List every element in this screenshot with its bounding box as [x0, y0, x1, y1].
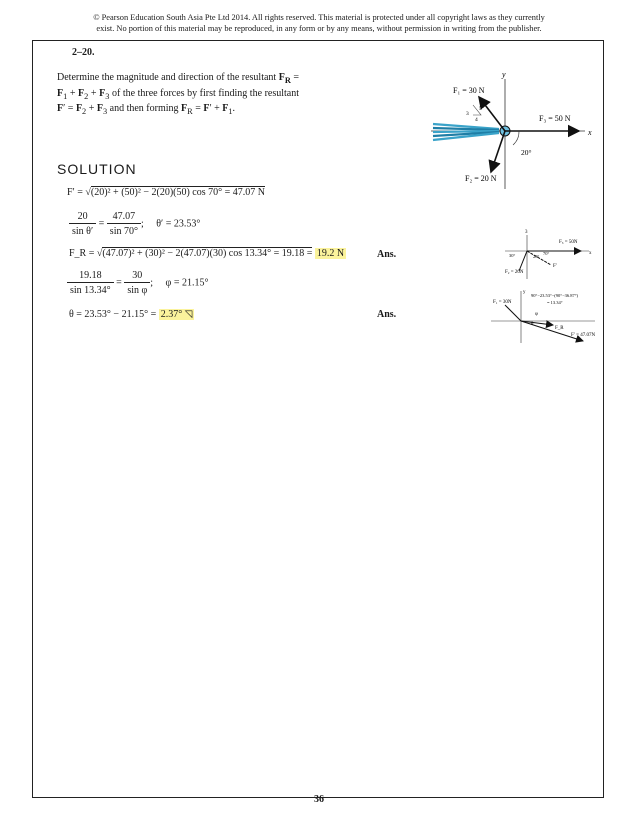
fr-symbol: $F_R$ [278, 72, 291, 85]
equation-phi: $\frac{19.18}{\sin 13.34^\circ}$ = $\frac{30}{\text{sin φ}}$ ; φ = 21.15° [67, 270, 208, 296]
solution-heading: SOLUTION [57, 161, 137, 177]
problem-text-line-2: of the three forces by first finding the [111, 87, 263, 99]
force-diagram [429, 69, 599, 195]
angle-arc [513, 131, 519, 145]
svg-text:F′: F′ [553, 264, 557, 269]
svg-text:φ: φ [535, 312, 538, 317]
svg-text:20°: 20° [533, 254, 540, 259]
svg-text:3: 3 [525, 230, 528, 235]
f2-arrow [491, 131, 505, 172]
ans-label-1: Ans. [377, 249, 397, 260]
problem-number: 2–20. [72, 47, 95, 58]
equation-fr: F_R = √(47.07)² + (30)² − 2(47.07)(30) cos 13.34° = 19.18 = 19.2 N [69, 248, 345, 259]
svg-text:90°−23.53°−(90°−36.87°): 90°−23.53°−(90°−36.87°) [531, 293, 579, 298]
ans-label-2: Ans. [377, 309, 397, 320]
sketch-resultant [491, 285, 601, 345]
equation-theta-prime: $\frac{20}{\text{sin θ′}}$ = $\frac{47.07}{\sin 70^\circ}$ ; θ′ = 23.53° [69, 211, 200, 237]
svg-text:θ: θ [531, 322, 534, 327]
eq4-result: φ = 21.15° [165, 277, 209, 289]
slope-4: 4 [475, 117, 478, 123]
problem-text-line-3a: resultant [264, 87, 300, 99]
problem-text-line-1: Determine the magnitude and direction of the resultant [57, 72, 277, 83]
slope-3: 3 [466, 111, 469, 117]
svg-text:F₂ = 20N: F₂ = 20N [505, 270, 524, 275]
svg-text:F′ = 47.07N: F′ = 47.07N [571, 333, 596, 338]
problem-statement: Determine the magnitude and direction of the resultant $F_R = F_1 + F_2 + F_3$ of the three forces by first finding the resultant $F' = F_2 + F_3$ and then forming $F_R = F' + F_1$. [57, 72, 300, 116]
copyright-line-2: exist. No portion of this material may be reproduced, in any form or by any means, without permission in writing from the publisher. [96, 24, 542, 33]
f1-arrow [479, 97, 505, 131]
svg-text:70°: 70° [543, 251, 550, 256]
copyright-line-1: © Pearson Education South Asia Pte Ltd 2014. All rights reserved. This material is protected under all copyright laws as they currently [93, 13, 545, 22]
y-label: y [502, 70, 506, 79]
x-label: x [588, 128, 592, 137]
angle-direction-icon: ◹ [184, 309, 193, 320]
svg-text:y: y [523, 290, 526, 295]
angle-label: 20° [521, 148, 532, 157]
slope-5: 5 [479, 106, 482, 112]
cable-bundle [433, 124, 499, 140]
f2-label: F₂ = 20 N [465, 174, 497, 183]
svg-text:= 13.34°: = 13.34° [547, 300, 563, 305]
equation-theta: θ = 23.53° − 21.15° = 2.37° ◹ [69, 309, 193, 320]
svg-text:30°: 30° [509, 253, 516, 258]
page-number: 36 [314, 794, 324, 805]
sketch-f-prime [503, 225, 593, 281]
eq1-radicand: (20)² + (50)² − 2(20)(50) cos 70° = 47.07 N [90, 187, 265, 198]
problem-text-line-3b: and then forming [109, 103, 179, 114]
svg-text:x: x [589, 251, 592, 256]
theta-answer: 2.37° ◹ [160, 309, 193, 320]
eq2-result: θ′ = 23.53° [156, 218, 201, 230]
copyright-notice [40, 12, 598, 34]
equation-f-prime: F′ = √(20)² + (50)² − 2(20)(50) cos 70° = 47.07 N [67, 187, 265, 198]
fr-answer: 19.2 N [316, 248, 345, 259]
svg-text:F_R: F_R [555, 326, 564, 331]
f1-label: F₁ = 30 N [453, 86, 485, 95]
svg-text:F₁ = 30N: F₁ = 30N [493, 300, 512, 305]
svg-text:F₃ = 50N: F₃ = 50N [559, 240, 578, 245]
problem-frame [32, 40, 604, 798]
f3-label: F₃ = 50 N [539, 114, 571, 123]
